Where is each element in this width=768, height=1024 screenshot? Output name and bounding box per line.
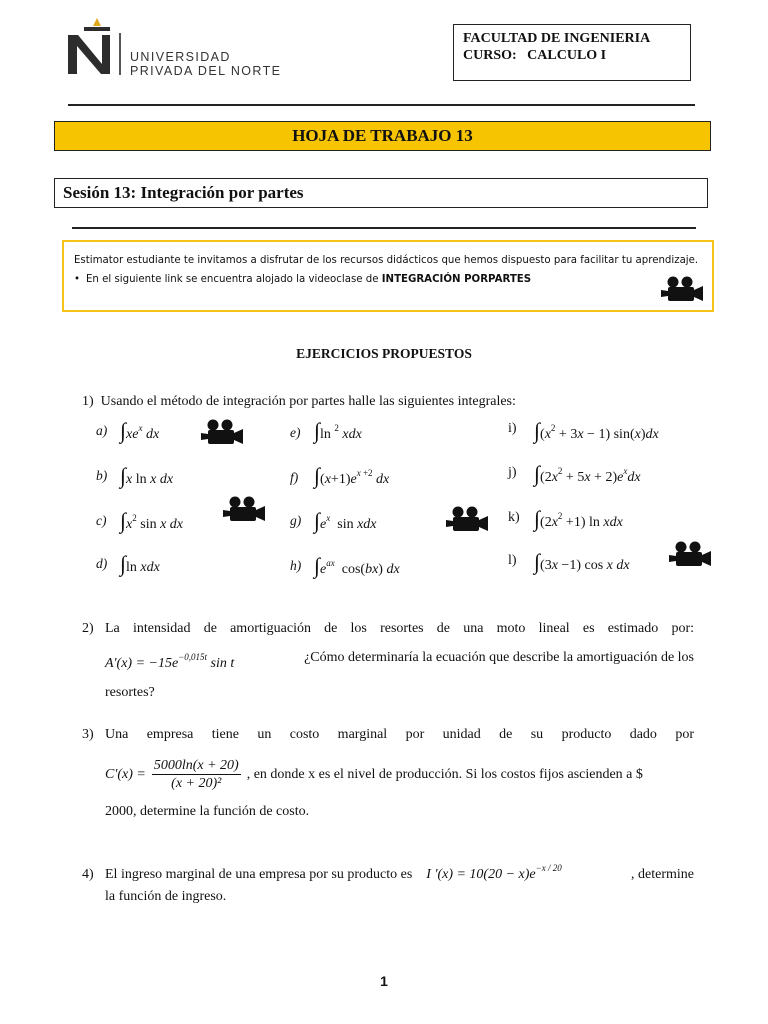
exercise-2-formula: $A'(x) = -15e^{-0,015t}$ sin t — [105, 652, 235, 671]
video-link-bullet[interactable] — [74, 273, 702, 287]
bullet-dot: • — [74, 274, 81, 285]
integral-f-expr: $\int(x+1)e^{x +2}$ dx — [314, 463, 390, 488]
integral-l: l) — [508, 553, 517, 568]
integral-c-expr: $\int x^2$ sin x dx — [120, 508, 184, 533]
integral-g: g) — [290, 513, 302, 528]
session-title: Sesión 13: Integración por partes — [54, 178, 708, 208]
exercise-3: 3) Una empresa tiene un costo marginal por unidad de su producto dado por — [82, 720, 694, 749]
worksheet-title: HOJA DE TRABAJO 13 — [54, 121, 711, 151]
exercise-2-line1: La intensidad de amortiguación de los resortes de una moto lineal es estimado por: — [105, 621, 694, 636]
integral-i: i) — [508, 421, 517, 436]
exercise-3-formula-lhs: C'(x) = — [105, 766, 146, 782]
faculty-course-box — [453, 24, 691, 81]
exercise-2-line2: ¿Cómo determinaría la ecuación que describe la amortiguación de los — [304, 650, 694, 665]
video-camera-icon[interactable] — [668, 541, 712, 567]
integral-h-expr: $\int e^{ax}$ cos(bx) dx — [314, 553, 400, 578]
integral-b-expr: ∫x ln x dx — [120, 463, 174, 488]
exercise-4-line1: El ingreso marginal de una empresa por su producto es — [105, 867, 413, 882]
integral-d: d) — [96, 556, 108, 571]
integral-g-expr: $\int e^x$ sin xdx — [314, 508, 377, 533]
video-camera-icon[interactable] — [660, 276, 704, 302]
exercise-3-line1: Una empresa tiene un costo marginal por unidad de su producto dado por — [105, 727, 694, 742]
integral-k: k) — [508, 510, 520, 525]
intro-box — [62, 240, 714, 312]
exercise-1-text: Usando el método de integración por partes halle las siguientes integrales: — [100, 394, 516, 409]
integral-l-expr: ∫(3x −1) cos x dx — [534, 549, 630, 574]
integral-e-expr: ∫ln $^2$ xdx — [314, 418, 362, 443]
integral-e: e) — [290, 425, 301, 440]
video-camera-icon[interactable] — [222, 496, 266, 522]
integral-f: f) — [290, 470, 299, 485]
exercise-1-statement: 1) Usando el método de integración por partes halle las siguientes integrales: — [82, 394, 516, 409]
video-camera-icon[interactable] — [200, 419, 244, 445]
logo-divider — [119, 33, 121, 75]
exercise-4-line2: la función de ingreso. — [105, 889, 227, 904]
exercise-2: 2) La intensidad de amortiguación de los resortes de una moto lineal es estimado por: $A'(x) = -15e^{-0,015t}$ sin t ¿Cómo determinaría la ecuación que describe la amortiguación de los resortes? — [82, 614, 694, 707]
intro-text: Estimator estudiante te invitamos a disfrutar de los recursos didácticos que hemos dispuesto para facilitar tu aprendizaje. — [74, 255, 699, 266]
exercise-4-formula: I '$(x) = 10(20 - x)e^{-x / 20}$ — [426, 863, 562, 882]
integral-d-expr: ∫ln xdx — [120, 551, 160, 576]
exercise-3-line2: , en donde x es el nivel de producción. Si los costos fijos ascienden a $ — [246, 766, 643, 782]
header-divider — [68, 104, 695, 106]
exercise-3-formula-line — [105, 757, 695, 792]
exercise-3-line3: 2000, determine la función de costo. — [105, 804, 310, 819]
integral-k-expr: $\int(2x^2 +1)$ ln xdx — [534, 506, 623, 531]
integral-a: a) — [96, 423, 108, 438]
page-number: 1 — [380, 973, 388, 989]
faculty-label: FACULTAD DE INGENIERIA — [463, 31, 651, 46]
session-divider — [72, 227, 696, 229]
course-label: CURSO: CALCULO I — [463, 48, 607, 63]
university-logo-icon — [66, 18, 116, 76]
integral-c: c) — [96, 513, 107, 528]
integral-i-expr: $\int(x^2 + 3x - 1)$ sin(x)dx — [534, 418, 659, 443]
integral-b: b) — [96, 468, 108, 483]
video-link-prefix: En el siguiente link se encuentra alojado la videoclase de — [86, 274, 382, 285]
exercise-4-line1-end: , determine — [631, 867, 694, 882]
university-name: UNIVERSIDAD PRIVADA DEL NORTE — [130, 50, 282, 78]
exercise-3-fraction: $\frac{5000\ln(x + 20)}{\text{(x + 20)²}}$ — [153, 758, 239, 791]
video-link-topic[interactable]: INTEGRACIÓN PORPARTES — [381, 274, 532, 285]
exercise-2-line3: resortes? — [105, 685, 155, 700]
integral-j-expr: $\int(2x^2 + 5x + 2)e^xdx$ — [534, 461, 641, 486]
integral-h: h) — [290, 558, 302, 573]
section-title: EJERCICIOS PROPUESTOS — [296, 346, 472, 361]
integral-a-expr: $\int xe^x$ dx — [120, 418, 160, 443]
integral-j: j) — [508, 465, 517, 480]
exercise-4: 4) El ingreso marginal de una empresa por su producto es I '$(x) = 10(20 - x)e^{-x / 20}$ , determine — [82, 854, 694, 889]
video-camera-icon[interactable] — [445, 506, 489, 532]
